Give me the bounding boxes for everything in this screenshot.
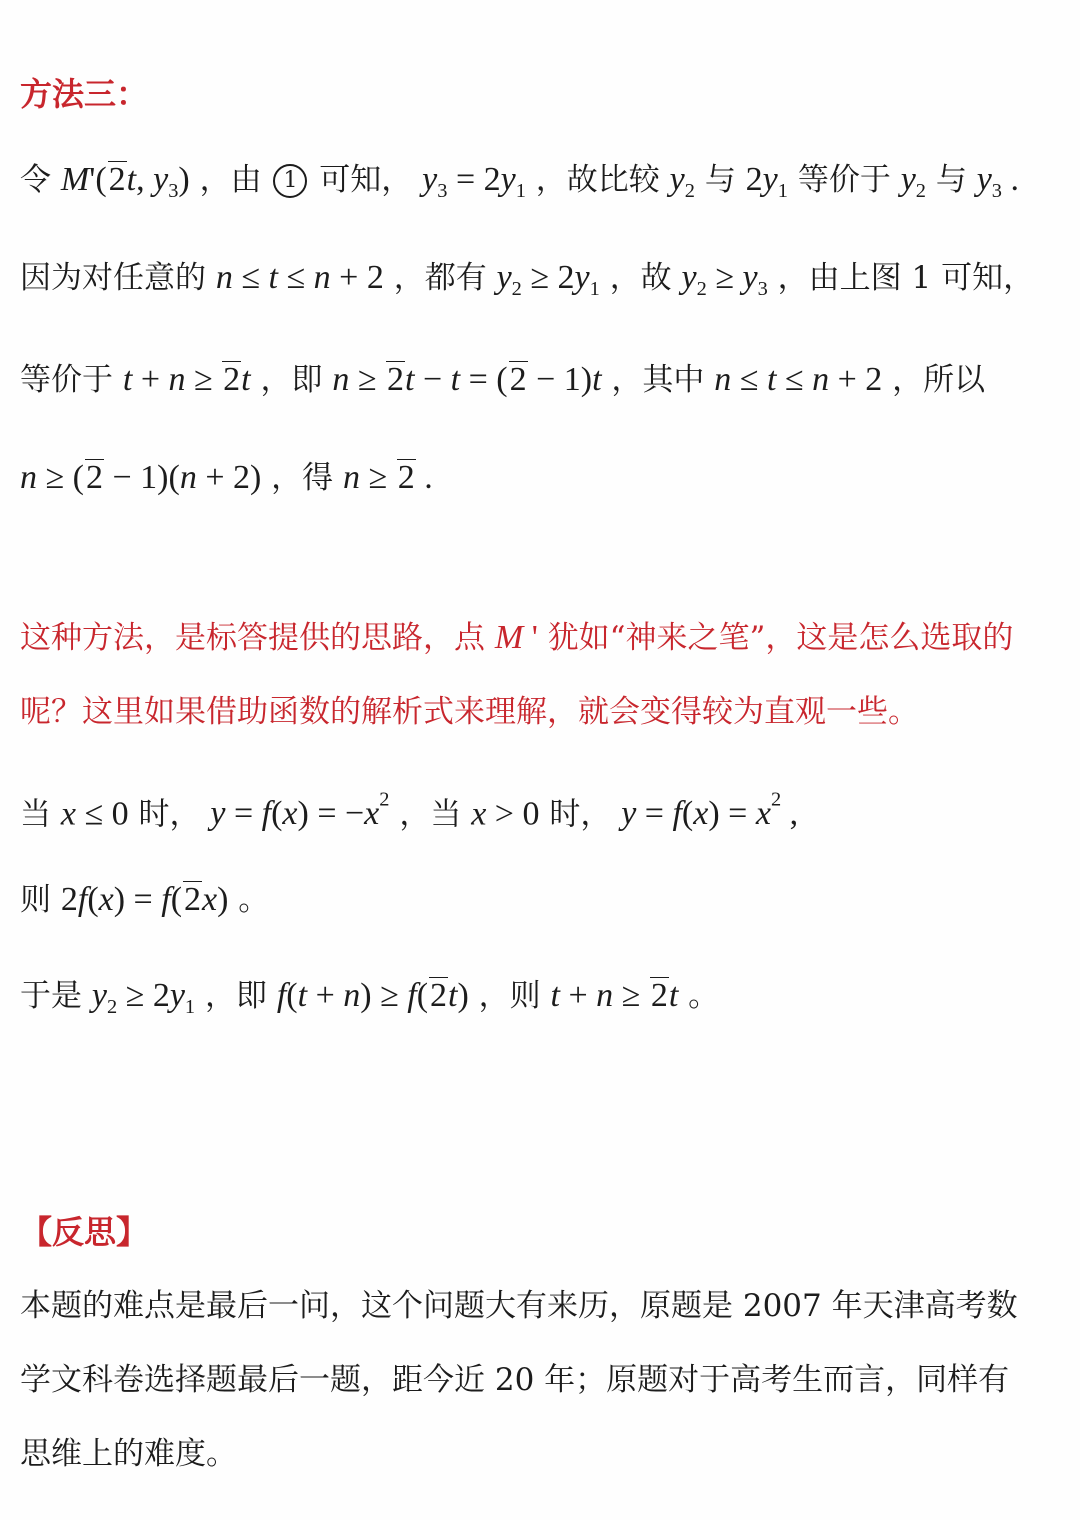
text-segment: ，其中 [611, 362, 705, 398]
math-expression: f(t + n) ≥ f(2t) [276, 977, 469, 1014]
method-title: 方法三： [20, 75, 149, 113]
text-segment: ，即 [260, 362, 323, 398]
math-expression: $y = f(x) = -x^2$ [210, 789, 390, 833]
commentary-line-2: 呢？这里如果借助函数的解析式来理解，就会变得较为直观一些。 [20, 694, 919, 730]
text-line-6 [20, 880, 269, 920]
math-expression: M'(2t, $y_3$) [60, 161, 190, 203]
text-segment: ，得 [271, 460, 334, 496]
math-expression: x ≤ 0 [60, 795, 129, 833]
commentary-line-1 [20, 618, 1013, 658]
text-segment: 等价于 [797, 162, 891, 198]
circled-number-icon: 1 [273, 164, 307, 198]
text-line-4 [20, 458, 433, 498]
math-expression: 2f(x) = f(2x) [60, 881, 229, 918]
text-line-1 [20, 160, 1019, 211]
text-segment: 与 [704, 162, 736, 198]
reflection-line-1: 本题的难点是最后一问，这个问题大有来历，原题是 2007 年天津高考数 [20, 1288, 1018, 1324]
text-segment: ，则 [478, 978, 541, 1014]
math-expression: n ≥ 2 . [343, 459, 433, 496]
text-line-5 [20, 780, 798, 834]
text-segment: 则 [20, 882, 51, 918]
text-segment: 。 [688, 978, 720, 1014]
text-segment: 因为对任意的 [20, 260, 206, 296]
reflection-heading: 【反思】 [20, 1213, 149, 1251]
math-expression: $y_3$ . [976, 161, 1019, 203]
text-segment: ，由上图 1 可知， [777, 260, 1035, 296]
text-segment: ，当 [399, 796, 462, 833]
text-line-3 [20, 360, 985, 400]
math-expression: $2y_1$ [745, 161, 788, 203]
text-segment: 于是 [20, 978, 82, 1014]
math-expression: n ≤ t ≤ n + 2 [714, 361, 883, 398]
math-expression: t + n ≥ 2t [550, 977, 679, 1014]
text-segment: 。 [238, 882, 270, 918]
text-segment: 可知， [319, 162, 413, 198]
text-segment: ，故 [609, 260, 672, 296]
math-expression: n ≥ (2 − 1)(n + 2) [20, 459, 262, 496]
math-expression: $y_2 \ge 2y_1$ [91, 977, 196, 1019]
reflection-line-2: 学文科卷选择题最后一题，距今近 20 年；原题对于高考生而言，同样有 [20, 1362, 1010, 1398]
text-segment: 令 [20, 162, 51, 198]
text-segment: 等价于 [20, 362, 113, 398]
math-expression: n ≥ 2t − t = (2 − 1)t [332, 361, 602, 398]
text-segment: ，所以 [892, 362, 986, 398]
math-expression: $y = f(x) = x^2$ , [621, 789, 799, 833]
text-segment: ，都有 [393, 260, 487, 296]
math-expression: x > 0 [471, 795, 540, 833]
text-segment: 时， [549, 796, 612, 833]
math-expression: $y_2$ [900, 161, 926, 203]
reflection-line-3: 思维上的难度。 [20, 1436, 237, 1472]
math-expression: $y_2 \ge y_3$ [681, 259, 768, 301]
text-line-7 [20, 976, 719, 1027]
math-expression: M ' [494, 619, 538, 656]
text-segment: 与 [935, 162, 967, 198]
text-segment: 时， [138, 796, 201, 833]
text-line-2 [20, 258, 1034, 309]
text-segment: ，由 [199, 162, 262, 198]
text-segment: 犹如“神来之笔”，这是怎么选取的 [547, 620, 1014, 656]
math-expression: $y_2 \ge 2y_1$ [496, 259, 600, 301]
text-segment: 当 [20, 796, 51, 833]
text-segment: ，即 [204, 978, 267, 1014]
text-segment: ，故比较 [535, 162, 660, 198]
math-expression: $y_2$ [669, 161, 695, 203]
math-expression: $y_3 = 2y_1$ [422, 161, 526, 203]
math-expression: n ≤ t ≤ n + 2 [215, 259, 384, 296]
math-expression: t + n ≥ 2t [122, 361, 251, 398]
text-segment: 这种方法，是标答提供的思路，点 [20, 620, 485, 656]
